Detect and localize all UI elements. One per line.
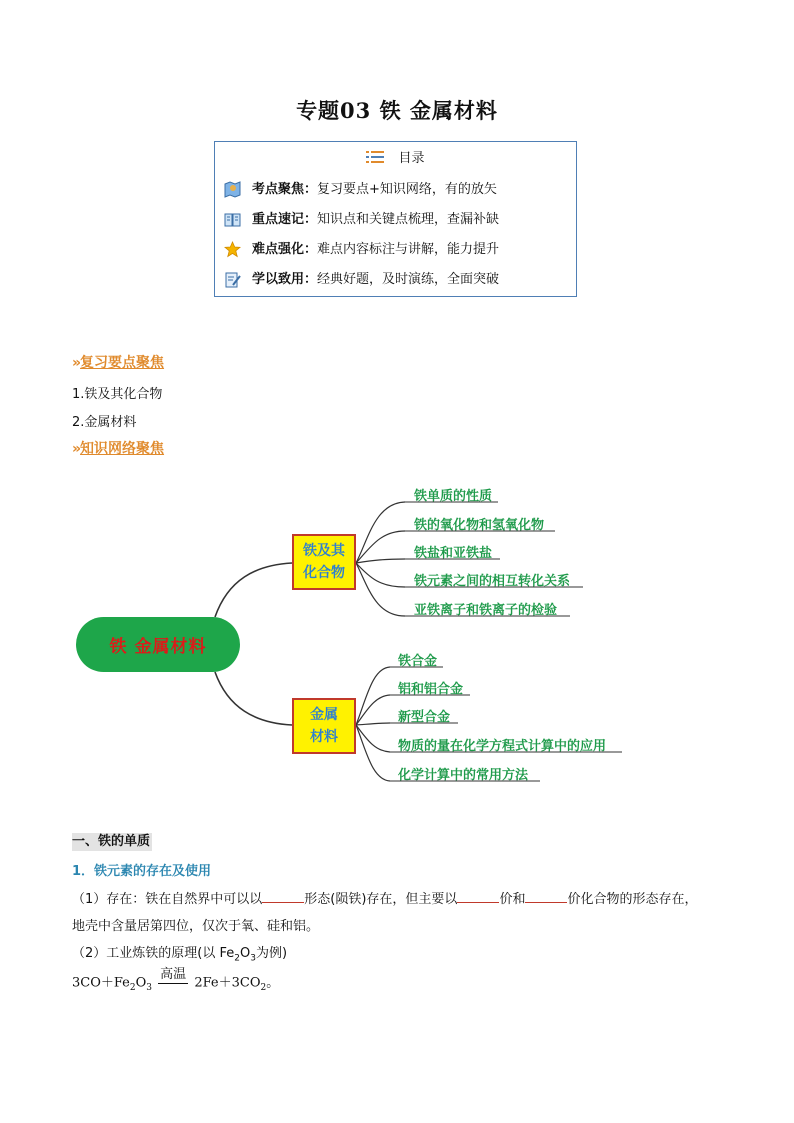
mindmap-leaf: 化学计算中的常用方法	[398, 768, 529, 783]
review-heading: » 复习要点聚焦	[72, 355, 165, 371]
page-title: 专题03 铁 金属材料	[296, 98, 498, 123]
toc-title: 目录	[398, 151, 425, 166]
double-chevron-icon: »	[72, 441, 79, 457]
review-item-1: 1.铁及其化合物	[72, 387, 163, 402]
toc-row-difficult: 难点强化：难点内容标注与讲解，能力提升	[224, 238, 499, 258]
mindmap-leaf: 新型合金	[398, 710, 451, 725]
connector-center-branch1	[215, 563, 292, 617]
part-heading: 一、铁的单质	[72, 834, 151, 849]
mindmap-leaf: 物质的量在化学方程式计算中的应用	[398, 739, 607, 754]
toc-row-memo: 重点速记：知识点和关键点梳理，查漏补缺	[224, 208, 499, 228]
mindmap-leaf: 亚铁离子和铁离子的检验	[414, 603, 558, 618]
double-chevron-icon: »	[72, 355, 79, 371]
paragraph-smelting: （2）工业炼铁的原理(以 $Fe_2O_3$为例)	[72, 946, 288, 964]
mindmap-leaf: 铁单质的性质	[414, 489, 493, 504]
mindmap-center-node: 铁 金属材料	[76, 617, 240, 672]
network-heading: » 知识网络聚焦	[72, 441, 165, 457]
chemical-equation: $3CO+Fe_2O_3$ 高温 $2Fe+3CO_2$。	[72, 968, 279, 998]
mindmap-leaf: 铁元素之间的相互转化关系	[414, 574, 571, 589]
paragraph-existence: （1）存在：铁在自然界中可以以 形态(陨铁)存在，但主要以 价和 价化合物的形态存在，	[72, 892, 698, 907]
mindmap-leaf: 铁的氧化物和氢氧化物	[414, 518, 545, 533]
reaction-condition: 高温	[160, 967, 187, 982]
sub-heading: 1．铁元素的存在及使用	[72, 864, 212, 879]
connector-center-branch2	[215, 672, 292, 725]
toc-row-focus: 考点聚焦：复习要点+知识网络，有的放矢	[224, 178, 497, 198]
mindmap-leaf: 铁盐和亚铁盐	[414, 546, 493, 561]
mindmap-branch-iron-compounds: 铁及其 化合物	[292, 534, 356, 590]
paragraph-existence-line2: 地壳中含量居第四位，仅次于氧、硅和铝。	[72, 919, 320, 934]
review-item-2: 2.金属材料	[72, 415, 137, 430]
mindmap-leaf: 铁合金	[398, 654, 438, 669]
mindmap-leaf: 铝和铝合金	[398, 682, 464, 697]
toc-row-practice: 学以致用：经典好题，及时演练，全面突破	[224, 268, 499, 288]
mindmap-branch-metal-materials: 金属 材料	[292, 698, 356, 754]
fill-blank	[262, 890, 304, 903]
fill-blank	[525, 890, 567, 903]
fill-blank	[457, 890, 499, 903]
